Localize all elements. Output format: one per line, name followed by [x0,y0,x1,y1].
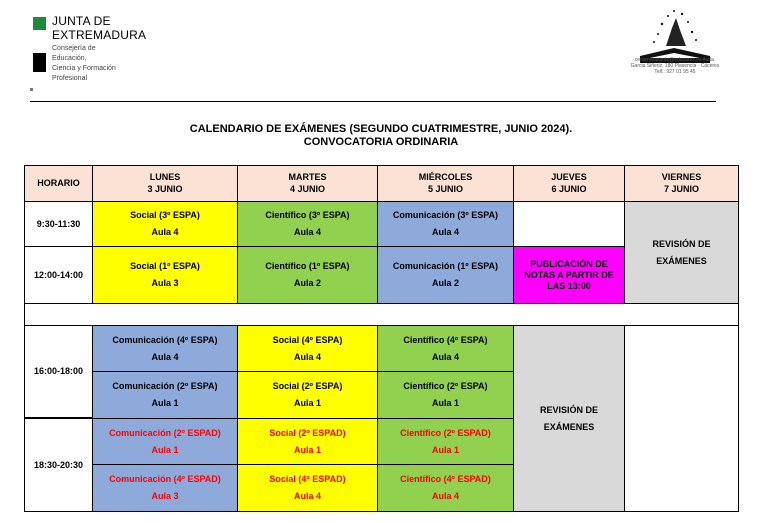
exam-cell [237,464,378,512]
exam-subject: Social (4º ESPAD) [269,474,346,484]
page-title [0,123,762,149]
revision-cell [624,201,739,304]
exam-room: Aula 1 [151,398,179,408]
exam-room: Aula 1 [293,398,321,408]
header-date: 5 JUNIO [427,184,463,194]
exam-room: Aula 3 [151,278,179,288]
revision-text: EXÁMENES [656,255,707,266]
header-divider [30,101,716,102]
exam-cell [92,246,238,304]
department-name [52,44,132,84]
exam-subject: Científico (2º ESPAD) [400,427,491,438]
exam-cell [377,325,514,372]
org-line2: EXTREMADURA [52,28,147,42]
header-date: 4 JUNIO [289,184,325,194]
header-horario [24,165,93,202]
publicacion-notas-cell: PUBLICACIÓN DE NOTAS A PARTIR DE LAS 13:00 [513,246,625,304]
exam-cell [237,371,378,419]
exam-room: Aula 3 [151,491,179,501]
exam-cell [92,464,238,512]
empty-cell [513,201,625,247]
header-day: LUNES [149,172,181,182]
exam-room: Aula 2 [293,278,321,288]
exam-subject: Comunicación (2º ESPA) [112,381,218,391]
exam-subject: Científico (2º ESPA) [403,381,488,391]
exam-room: Aula 4 [151,227,179,237]
revision-text: REVISIÓN DE [539,404,598,415]
exam-cell [377,464,514,512]
exam-subject: Comunicación (2º ESPAD) [109,427,221,438]
seal-contact-text: ceoamarazbote@educarex.es Avda. Garcia Siñeriz, 180 Plasencia · Cáceres Telf.: 927 01 95 45 [630,57,720,75]
revision-text: REVISIÓN DE [652,238,711,249]
exam-room: Aula 1 [151,444,179,455]
exam-cell [377,418,514,465]
exam-cell [92,201,238,247]
exam-subject: Social (4º ESPA) [272,334,343,345]
exam-cell [237,201,378,247]
exam-room: Aula 1 [431,444,459,455]
bullet-dot [30,88,33,91]
header-label: HORARIO [37,178,80,188]
school-seal-logo [632,8,718,90]
exam-subject: Científico (4º ESPA) [403,334,488,345]
revision-text: EXÁMENES [543,421,595,432]
exam-room: Aula 4 [293,227,321,237]
org-name [52,14,146,42]
exam-subject: Social (3º ESPA) [130,210,200,220]
exam-room: Aula 4 [431,351,459,362]
exam-cell [92,418,238,465]
junta-logo-black-square [33,53,46,72]
exam-room: Aula 4 [431,227,459,237]
exam-subject: Científico (1º ESPA) [265,261,350,271]
exam-cell [377,371,514,419]
time-cell: 18:30-20:30 [24,418,93,512]
exam-cell [237,246,378,304]
exam-subject: Comunicación (4º ESPA) [112,334,218,345]
dept-line1: Consejería de Educación, [52,45,96,62]
exam-cell [92,325,238,372]
spacer-row [24,303,739,326]
header-day: VIERNES [661,172,702,182]
exam-subject: Comunicación (4º ESPAD) [109,474,221,484]
exam-room: Aula 4 [293,491,321,501]
title-line1: CALENDARIO DE EXÁMENES (SEGUNDO CUATRIMESTRE, JUNIO 2024). [189,123,573,135]
exam-room: Aula 4 [431,491,459,501]
revision-cell [513,325,625,512]
header-miercoles [377,165,514,202]
exam-room: Aula 2 [431,278,459,288]
exam-subject: Social (2º ESPA) [272,381,343,391]
header-date: 3 JUNIO [147,184,183,194]
dept-line2: Ciencia y Formación [52,65,116,72]
exam-subject: Comunicación (1º ESPA) [392,261,499,271]
exam-room: Aula 4 [151,351,179,362]
header-date: 7 JUNIO [663,184,699,194]
exam-subject: Científico (4º ESPAD) [400,474,491,484]
time-cell: 16:00-18:00 [24,325,93,418]
header-date: 6 JUNIO [551,184,587,194]
empty-cell [624,325,739,512]
exam-cell [237,418,378,465]
junta-logo-green-square [33,17,46,30]
header-day: MIÉRCOLES [418,172,473,182]
dept-line3: Profesional [52,75,88,82]
header-day: JUEVES [551,172,587,182]
header-jueves [513,165,625,202]
exam-room: Aula 4 [293,351,321,362]
exam-subject: Comunicación (3º ESPA) [392,210,499,220]
header-day: MARTES [288,172,327,182]
header-martes [237,165,378,202]
exam-room: Aula 1 [293,444,321,455]
time-cell: 12:00-14:00 [24,246,93,304]
title-line2: CONVOCATORIA ORDINARIA [303,136,459,148]
org-line1: JUNTA DE [52,14,111,28]
exam-subject: Científico (3º ESPA) [265,210,350,220]
time-cell: 9:30-11:30 [24,201,93,247]
header-lunes [92,165,238,202]
exam-subject: Social (1º ESPA) [130,261,200,271]
exam-subject: Social (2º ESPAD) [269,427,346,438]
exam-room: Aula 1 [431,398,459,408]
exam-cell [92,371,238,419]
exam-cell [377,201,514,247]
exam-cell [377,246,514,304]
header-viernes [624,165,739,202]
exam-cell [237,325,378,372]
